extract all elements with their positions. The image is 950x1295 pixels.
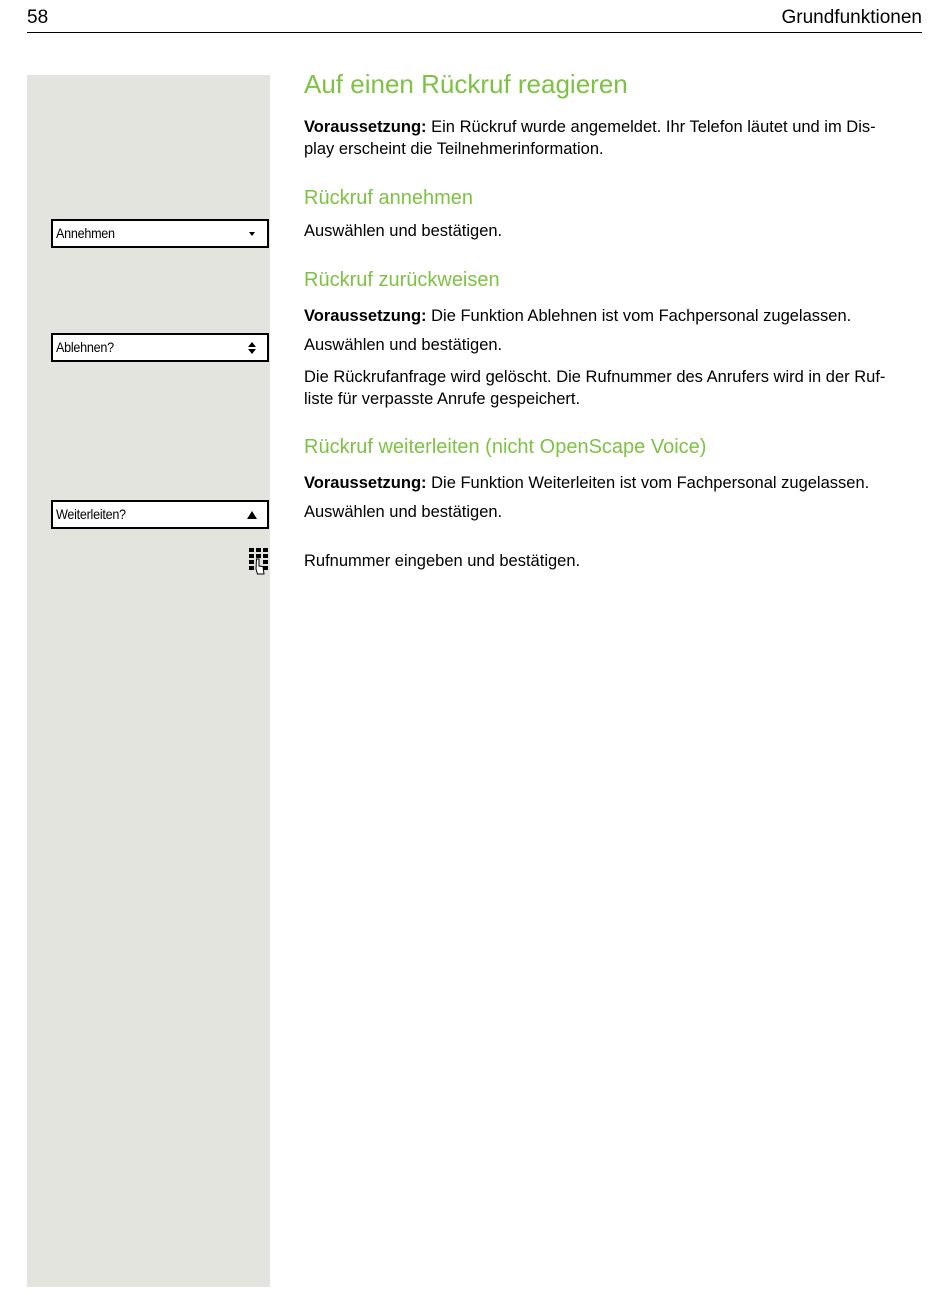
precondition-text: Die Funktion Ablehnen ist vom Fachpersonal zugelassen.	[426, 307, 852, 325]
intro-paragraph	[304, 117, 924, 160]
display-ablehnen	[51, 333, 269, 362]
note-line1: Die Rückrufanfrage wird gelöscht. Die Rufnummer des Anrufers wird in der Ruf-	[304, 368, 886, 386]
section-title-annehmen: Rückruf annehmen	[304, 187, 473, 209]
page-number: 58	[27, 7, 49, 28]
up-icon	[245, 502, 259, 527]
display-label: Annehmen	[56, 225, 115, 241]
section-title-weiterleiten: Rückruf weiterleiten (nicht OpenScape Voice)	[304, 436, 707, 458]
display-label: Ablehnen?	[56, 339, 114, 355]
note-line2: liste für verpasste Anrufe gespeichert.	[304, 389, 581, 408]
display-weiterleiten	[51, 500, 269, 529]
intro-line1: Ein Rückruf wurde angemeldet. Ihr Telefon läutet und im Dis-	[426, 118, 876, 136]
step-weiterleiten: Auswählen und bestätigen.	[304, 503, 503, 521]
keypad-icon	[248, 547, 270, 577]
page-title: Auf einen Rückruf reagieren	[304, 69, 628, 99]
page-header	[27, 6, 922, 33]
intro-prefix: Voraussetzung:	[304, 118, 427, 136]
note-ablehnen	[304, 367, 924, 410]
precondition-text: Die Funktion Weiterleiten ist vom Fachpersonal zugelassen.	[426, 474, 870, 492]
display-annehmen	[51, 219, 269, 248]
precondition-prefix: Voraussetzung:	[304, 307, 427, 325]
step-annehmen: Auswählen und bestätigen.	[304, 222, 503, 240]
display-label: Weiterleiten?	[56, 506, 126, 522]
down-small-icon	[245, 221, 259, 246]
section-name: Grundfunktionen	[781, 7, 922, 28]
sidebar	[27, 75, 270, 1287]
step-rufnummer: Rufnummer eingeben und bestätigen.	[304, 552, 581, 570]
section-title-zurueckweisen: Rückruf zurückweisen	[304, 269, 500, 291]
up-down-icon	[245, 335, 259, 360]
step-ablehnen: Auswählen und bestätigen.	[304, 336, 503, 354]
precondition-ablehnen	[304, 306, 924, 328]
precondition-prefix: Voraussetzung:	[304, 474, 427, 492]
intro-line2: play erscheint die Teilnehmerinformation.	[304, 139, 604, 158]
precondition-weiterleiten	[304, 473, 924, 495]
